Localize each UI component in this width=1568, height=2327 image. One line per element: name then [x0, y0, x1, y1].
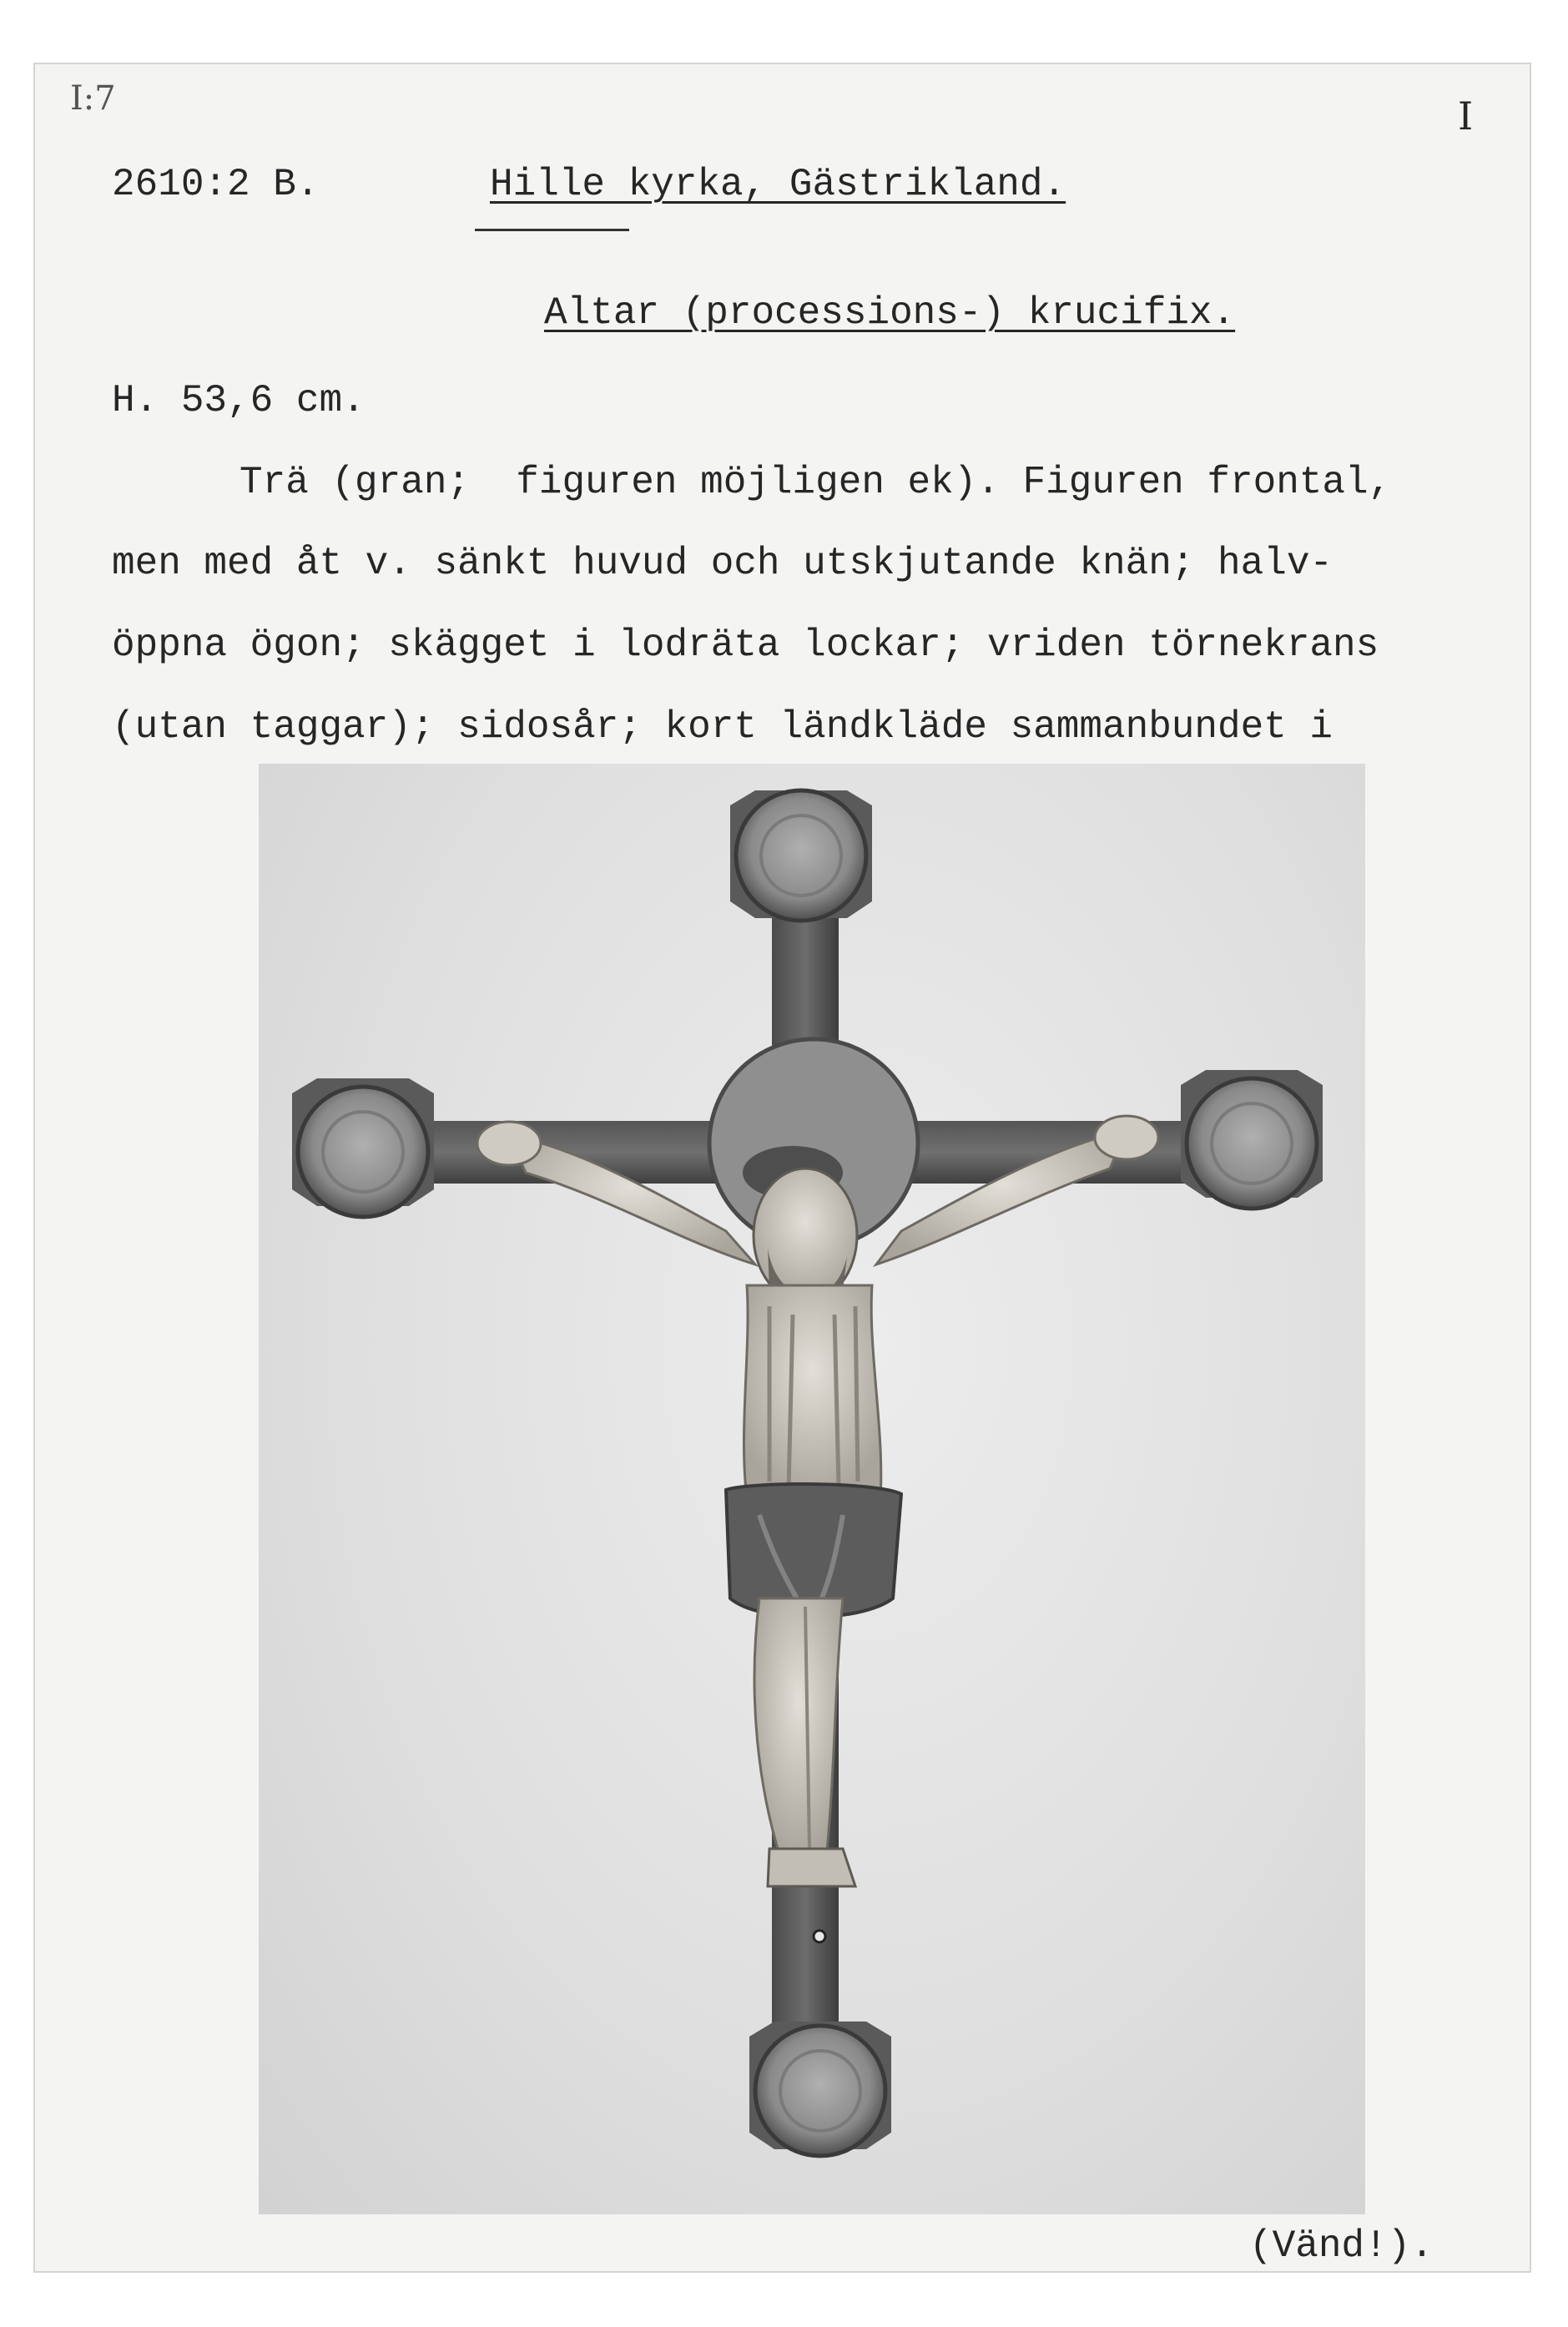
turn-over-note: (Vänd!). — [1249, 2224, 1434, 2268]
legs — [754, 1598, 843, 1857]
location-heading: Hille kyrka, Gästrikland. — [490, 163, 1066, 206]
description-line-2: men med åt v. sänkt huvud och utskjutande knän; halv- — [112, 542, 1334, 585]
crucifix-image — [259, 764, 1365, 2214]
torso — [744, 1285, 880, 1498]
description-line-1: Trä (gran; figuren möjligen ek). Figuren frontal, — [239, 461, 1392, 504]
right-medallion — [1181, 1070, 1323, 1209]
object-height: H. 53,6 cm. — [112, 379, 366, 422]
catalog-number: 2610:2 B. — [112, 163, 320, 206]
nail-hole — [814, 1931, 825, 1942]
object-title: Altar (processions-) krucifix. — [544, 291, 1236, 335]
crucifix-photograph — [259, 764, 1365, 2214]
description-line-3: öppna ögon; skägget i lodräta lockar; vriden törnekrans — [112, 623, 1379, 667]
page-mark: I — [1458, 93, 1474, 139]
left-medallion — [292, 1078, 434, 1217]
heading-rule — [475, 229, 629, 231]
right-hand — [1095, 1116, 1158, 1159]
top-medallion — [730, 790, 872, 921]
left-hand — [477, 1122, 541, 1165]
bottom-medallion — [749, 2022, 891, 2156]
feet — [768, 1849, 855, 1886]
description-line-4: (utan taggar); sidosår; kort ländkläde sammanbundet i — [112, 705, 1334, 749]
corner-mark: I:7 — [70, 79, 116, 118]
